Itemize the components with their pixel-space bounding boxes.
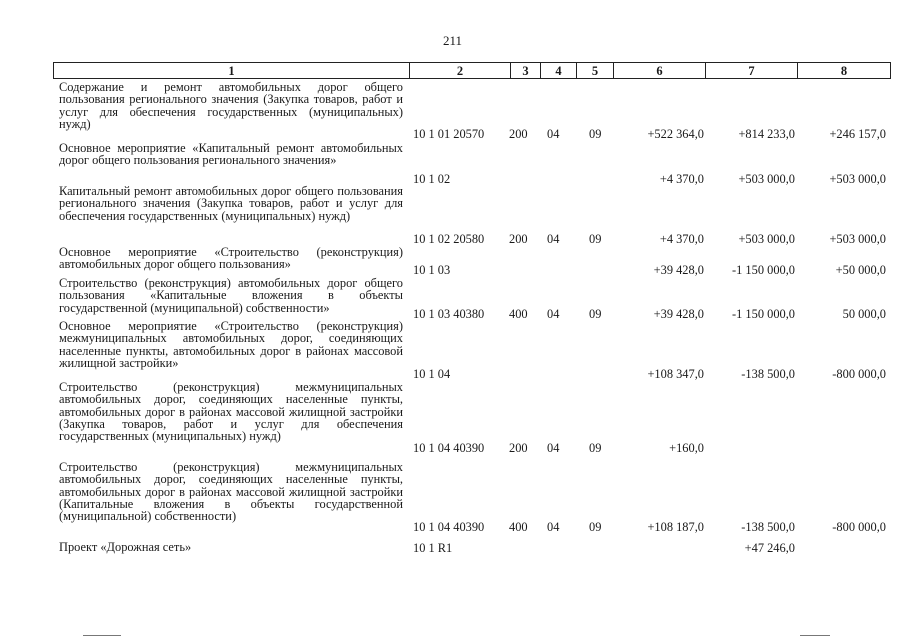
header-col-5: 5	[576, 63, 613, 78]
row-c4: 04	[547, 307, 560, 321]
page-number: 211	[442, 33, 463, 48]
header-col-2: 2	[409, 63, 510, 78]
row-description: Основное мероприятие «Строительство (реконструкция) автомобильных дорог общего пользования»	[59, 245, 403, 272]
row-code: 10 1 03 40380	[413, 307, 485, 321]
row-c5: 09	[589, 307, 602, 321]
table-header	[53, 62, 891, 79]
row-description: Строительство (реконструкция) межмуниципальных автомобильных дорог, соединяющих населенные пункты, автомобильных дорог в районах массовой жилищной застройки (Капитальные вложения в объекты государственной (муниципальной) собственности)	[59, 460, 403, 524]
row-c4: 04	[547, 232, 560, 246]
footer-rule-right	[800, 635, 830, 636]
header-col-6: 6	[613, 63, 705, 78]
row-c3: 200	[509, 232, 528, 246]
row-c5: 09	[589, 232, 602, 246]
row-code: 10 1 04	[413, 367, 451, 381]
row-description: Основное мероприятие «Строительство (реконструкция) межмуниципальных автомобильных дорог, соединяющих населенные пункты, автомобильных дорог в районах массовой жилищной застройки»	[59, 319, 403, 370]
row-description: Содержание и ремонт автомобильных дорог общего пользования регионального значения (Закупка товаров, работ и услуг для обеспечения государственных (муниципальных) нужд)	[59, 80, 403, 131]
row-c8: +503 000,0	[829, 172, 886, 186]
row-c4: 04	[547, 127, 560, 141]
row-code: 10 1 01 20570	[413, 127, 485, 141]
row-c7: +47 246,0	[744, 541, 795, 555]
header-col-7: 7	[705, 63, 797, 78]
row-code: 10 1 04 40390	[413, 520, 485, 534]
row-c6: +522 364,0	[647, 127, 704, 141]
row-code: 10 1 R1	[413, 541, 453, 555]
row-c7: +503 000,0	[738, 172, 795, 186]
row-c3: 400	[509, 307, 528, 321]
row-description: Капитальный ремонт автомобильных дорог общего пользования регионального значения (Закупка товаров, работ и услуг для обеспечения государственных (муниципальных) нужд)	[59, 184, 403, 223]
row-c7: -1 150 000,0	[732, 307, 795, 321]
row-c6: +39 428,0	[653, 307, 704, 321]
row-c8: -800 000,0	[832, 367, 886, 381]
row-c7: +814 233,0	[738, 127, 795, 141]
row-c6: +160,0	[669, 441, 704, 455]
row-description: Строительство (реконструкция) автомобильных дорог общего пользования «Капитальные вложения в объекты государственной (муниципальной) собственности»	[59, 276, 403, 315]
row-c7: -138 500,0	[741, 520, 795, 534]
row-code: 10 1 04 40390	[413, 441, 485, 455]
row-c6: +4 370,0	[659, 232, 704, 246]
row-c6: +4 370,0	[659, 172, 704, 186]
row-c8: -800 000,0	[832, 520, 886, 534]
row-c8: 50 000,0	[842, 307, 886, 321]
header-col-3: 3	[510, 63, 540, 78]
header-col-1: 1	[228, 64, 235, 78]
row-description: Проект «Дорожная сеть»	[59, 540, 192, 554]
row-c7: -138 500,0	[741, 367, 795, 381]
row-code: 10 1 03	[413, 263, 451, 277]
row-c6: +108 187,0	[647, 520, 704, 534]
row-c8: +246 157,0	[829, 127, 886, 141]
row-c4: 04	[547, 520, 560, 534]
row-description: Основное мероприятие «Капитальный ремонт автомобильных дорог общего пользования регионального значения»	[59, 141, 403, 168]
row-c6: +39 428,0	[653, 263, 704, 277]
row-c3: 200	[509, 441, 528, 455]
row-c5: 09	[589, 441, 602, 455]
row-c4: 04	[547, 441, 560, 455]
row-c8: +503 000,0	[829, 232, 886, 246]
row-c7: +503 000,0	[738, 232, 795, 246]
row-c7: -1 150 000,0	[732, 263, 795, 277]
row-c5: 09	[589, 520, 602, 534]
header-col-4: 4	[540, 63, 576, 78]
row-c3: 200	[509, 127, 528, 141]
row-code: 10 1 02 20580	[413, 232, 485, 246]
row-c5: 09	[589, 127, 602, 141]
row-c8: +50 000,0	[835, 263, 886, 277]
row-c6: +108 347,0	[647, 367, 704, 381]
header-col-8: 8	[797, 63, 890, 78]
row-code: 10 1 02	[413, 172, 451, 186]
row-description: Строительство (реконструкция) межмуниципальных автомобильных дорог, соединяющих населенные пункты, автомобильных дорог в районах массовой жилищной застройки (Закупка товаров, работ и услуг для обеспечения государственных (муниципальных) нужд)	[59, 380, 403, 444]
row-c3: 400	[509, 520, 528, 534]
footer-rule-left	[83, 635, 121, 636]
